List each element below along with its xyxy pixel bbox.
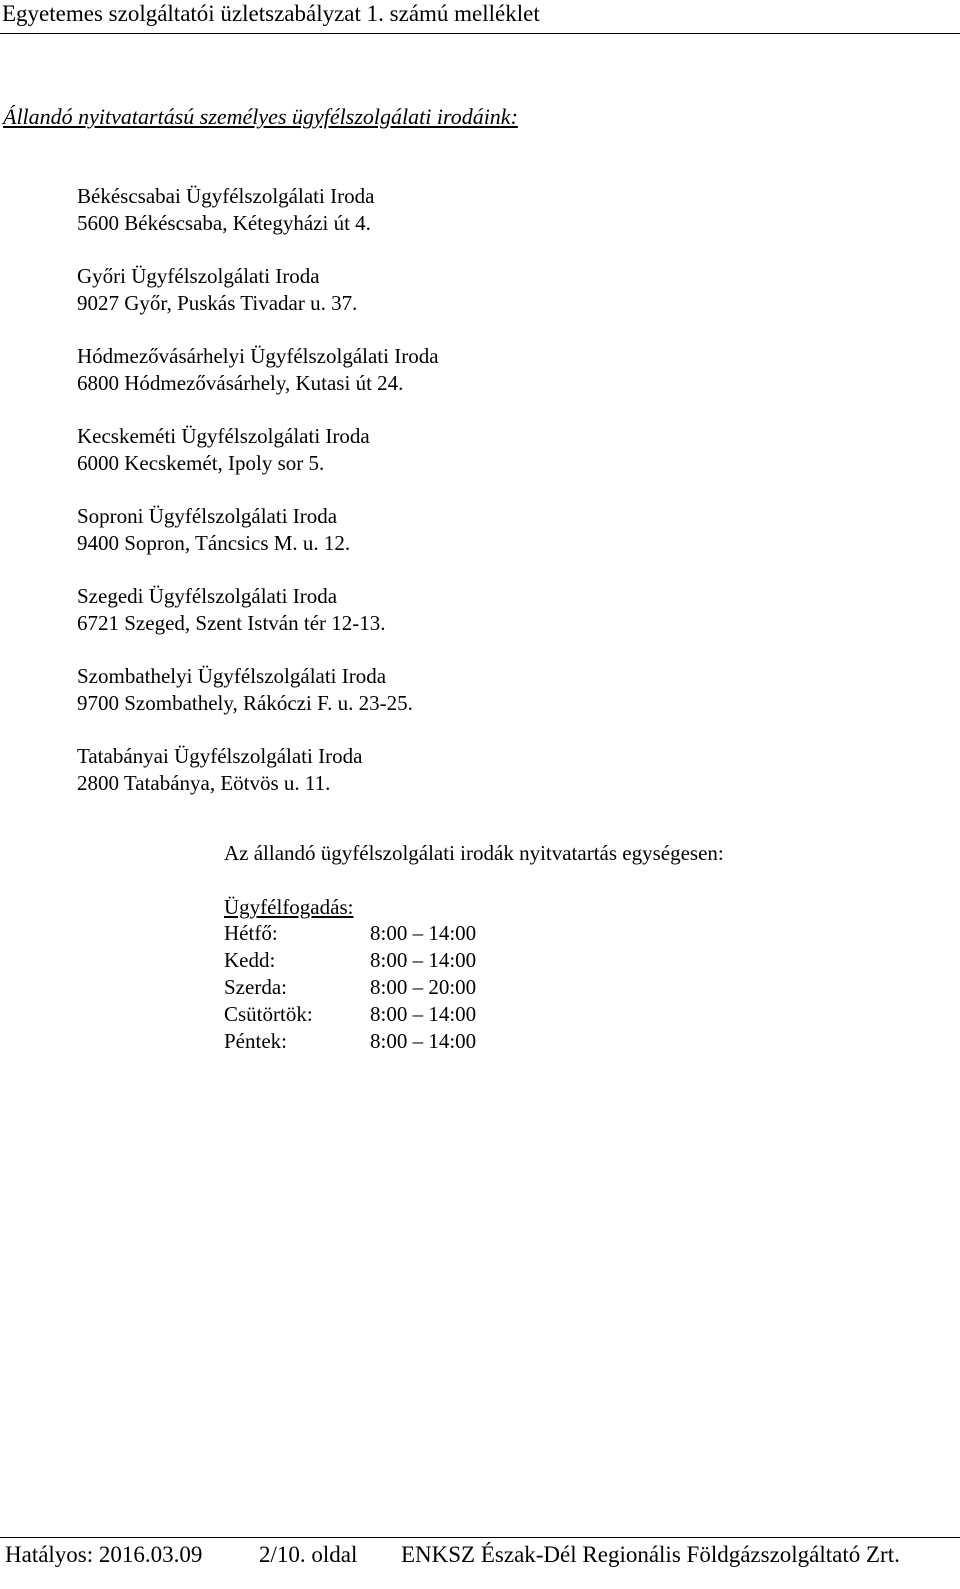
hours-day: Csütörtök: [224, 1002, 313, 1026]
office-name: Soproni Ügyfélszolgálati Iroda [77, 504, 338, 528]
hours-row [224, 920, 624, 947]
office-name: Békéscsabai Ügyfélszolgálati Iroda [77, 184, 375, 208]
hours-time: 8:00 – 14:00 [370, 948, 477, 972]
hours-day: Hétfő: [224, 921, 278, 945]
hours-time: 8:00 – 14:00 [370, 921, 477, 945]
page-header [0, 0, 960, 34]
hours-row [224, 1028, 624, 1055]
office-item [77, 743, 777, 823]
office-name: Győri Ügyfélszolgálati Iroda [77, 264, 320, 288]
hours-day: Szerda: [224, 975, 287, 999]
office-address: 6800 Hódmezővásárhely, Kutasi út 24. [77, 371, 404, 395]
page-footer [0, 1537, 960, 1589]
hours-row [224, 974, 624, 1001]
office-address: 5600 Békéscsaba, Kétegyházi út 4. [77, 211, 371, 235]
office-address: 2800 Tatabánya, Eötvös u. 11. [77, 771, 331, 795]
hours-time: 8:00 – 14:00 [370, 1029, 477, 1053]
document-title: Egyetemes szolgáltatói üzletszabályzat 1. számú melléklet [2, 1, 540, 26]
office-name: Hódmezővásárhelyi Ügyfélszolgálati Iroda [77, 344, 439, 368]
office-address: 6000 Kecskemét, Ipoly sor 5. [77, 451, 325, 475]
office-address: 6721 Szeged, Szent István tér 12-13. [77, 611, 386, 635]
office-item [77, 183, 777, 263]
hours-row [224, 947, 624, 974]
office-list [77, 183, 777, 823]
office-item [77, 343, 777, 423]
office-item [77, 503, 777, 583]
effective-date: Hatályos: 2016.03.09 [5, 1542, 203, 1567]
office-item [77, 263, 777, 343]
office-item [77, 663, 777, 743]
office-address: 9700 Szombathely, Rákóczi F. u. 23-25. [77, 691, 413, 715]
office-item [77, 583, 777, 663]
hours-time: 8:00 – 14:00 [370, 1002, 477, 1026]
hours-day: Kedd: [224, 948, 276, 972]
office-name: Tatabányai Ügyfélszolgálati Iroda [77, 744, 363, 768]
hours-time: 8:00 – 20:00 [370, 975, 477, 999]
office-item [77, 423, 777, 503]
opening-hours-intro: Az állandó ügyfélszolgálati irodák nyitvatartás egységesen: [224, 841, 724, 865]
office-name: Szombathelyi Ügyfélszolgálati Iroda [77, 664, 387, 688]
opening-hours-heading: Ügyfélfogadás: [224, 895, 354, 919]
company-name: ENKSZ Észak-Dél Regionális Földgázszolgáltató Zrt. [401, 1542, 900, 1567]
office-name: Szegedi Ügyfélszolgálati Iroda [77, 584, 338, 608]
opening-hours-list [224, 920, 624, 1055]
section-title: Állandó nyitvatartású személyes ügyfélszolgálati irodáink: [3, 104, 518, 129]
hours-day: Péntek: [224, 1029, 287, 1053]
office-name: Kecskeméti Ügyfélszolgálati Iroda [77, 424, 370, 448]
page-number: 2/10. oldal [259, 1542, 358, 1567]
office-address: 9027 Győr, Puskás Tivadar u. 37. [77, 291, 358, 315]
hours-row [224, 1001, 624, 1028]
office-address: 9400 Sopron, Táncsics M. u. 12. [77, 531, 351, 555]
